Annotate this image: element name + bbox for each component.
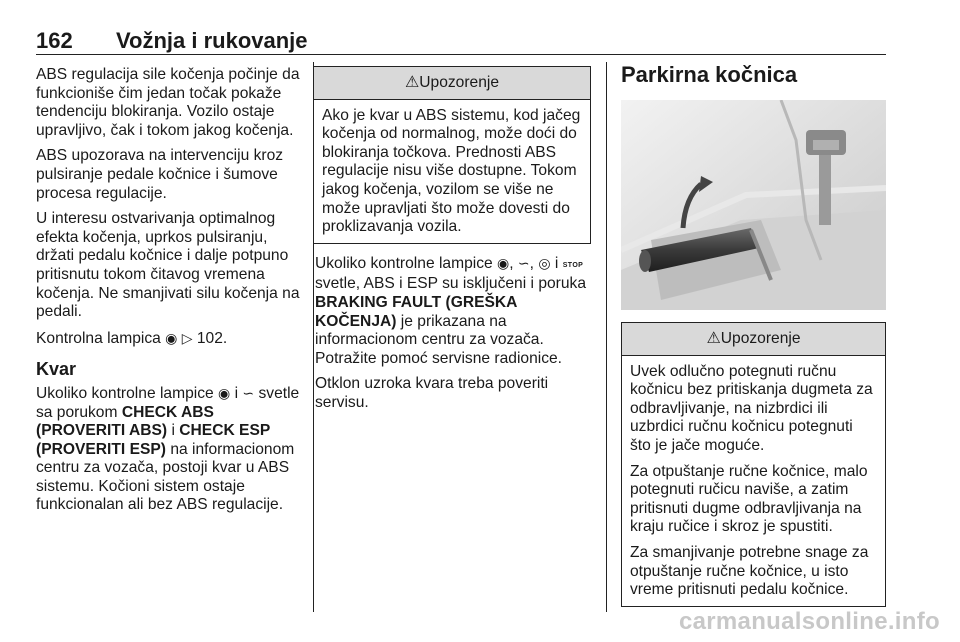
- warning-text-reduce-force: Za smanjivanje potrebne snage za otpuštanje ručne kočnice, u isto vreme pritisnuti pedalu kočnice.: [630, 543, 869, 599]
- page-reference-arrow-icon: ▷: [181, 329, 193, 346]
- abs-warning-box: [313, 66, 591, 244]
- warning-text: Ako je kvar u ABS sistemu, kod jačeg kočenja od normalnog, može doći do blokiranja točkova. Prednosti ABS regulacije nisu više dostupne. Tokom jakog kočenja, vozilom se više ne može upravljati što može dovesti do proklizavanja vozila.: [322, 106, 581, 236]
- abs-lamp-paragraph: Kontrolna lampica ◉ ▷ 102.: [36, 329, 228, 347]
- warning-title: Upozorenje: [419, 74, 500, 91]
- warning-text-release: Za otpuštanje ručne kočnice, malo potegnuti ručicu naviše, a zatim pritisnuti dugme odbravljivanja na kraju ručice i skroz je spustiti.: [630, 462, 868, 536]
- page-reference: 102.: [196, 329, 228, 347]
- header-rule: [36, 54, 886, 55]
- warning-triangle-icon: ⚠: [706, 330, 721, 347]
- warning-text-apply: Uvek odlučno potegnuti ručnu kočnicu bez pritiskanja dugmeta za odbravljivanje, na nizbrdici ili uzbrdici ručnu kočnicu potegnuti što je jače moguće.: [630, 362, 873, 454]
- warning-body: [314, 100, 590, 243]
- right-column: [621, 322, 886, 607]
- abs-pedal-paragraph: U interesu ostvarivanja optimalnog efekta kočenja, uprkos pulsiranju, držati pedalu kočnice i dalje potpuno pritisnutu tokom čitavog vremena kočenja. Ne smanjivati silu kočenja na pedali.: [36, 210, 300, 321]
- warning-header: [314, 67, 590, 100]
- parking-brake-warning-box: [621, 322, 886, 607]
- esp-skid-car-icon: ∽: [242, 384, 255, 401]
- middle-column: [313, 66, 591, 420]
- parking-brake-heading: Parkirna kočnica: [621, 62, 798, 87]
- warning-body: [622, 356, 885, 606]
- stop-lamp-icon: STOP: [562, 261, 584, 269]
- warning-header: [622, 323, 885, 356]
- braking-fault-message: BRAKING FAULT (GREŠKA KOČENJA): [315, 293, 517, 330]
- left-column: [36, 66, 300, 522]
- chapter-title: Vožnja i rukovanje: [116, 28, 308, 53]
- warning-triangle-icon: ⚠: [404, 74, 420, 91]
- esp-skid-car-icon: ∽: [517, 254, 530, 271]
- fault-heading: Kvar: [36, 359, 77, 380]
- abs-fault-paragraph: Ukoliko kontrolne lampice ◉ i ∽ svetle sa porukom CHECK ABS (PROVERITI ABS) i CHECK ESP (PROVERITI ESP) na informacionom centru za vozača, postoji kvar u ABS sistemu. Kočioni sistem ostaje funkcionalan ali bez ABS regulacije.: [36, 384, 300, 514]
- warning-title: Upozorenje: [720, 330, 801, 347]
- page-number: 162: [36, 28, 73, 53]
- check-abs-message: CHECK ABS (PROVERITI ABS): [36, 403, 214, 440]
- repair-paragraph: Otklon uzroka kvara treba poveriti servisu.: [315, 375, 549, 411]
- brake-warning-lamp-icon: ◎: [538, 254, 551, 271]
- abs-warning-lamp-icon: ◉: [218, 384, 231, 401]
- column-divider-right: [606, 62, 607, 612]
- abs-warning-lamp-icon: ◉: [165, 329, 178, 346]
- abs-warning-paragraph: ABS upozorava na intervenciju kroz pulsiranje pedale kočnice i šumove procesa regulacije.: [36, 147, 284, 202]
- braking-fault-paragraph: Ukoliko kontrolne lampice ◉, ∽, ◎ i STOP svetle, ABS i ESP su isključeni i poruka BRAKING FAULT (GREŠKA KOČENJA) je prikazana na informacionom centru za vozača. Potražite pomoć servisne radionice.: [315, 254, 587, 367]
- parking-brake-illustration: [621, 100, 886, 310]
- watermark: carmanualsonline.info: [678, 608, 940, 635]
- abs-warning-lamp-icon: ◉: [497, 254, 510, 271]
- check-esp-message: CHECK ESP (PROVERITI ESP): [36, 422, 270, 458]
- abs-intro-paragraph: ABS regulacija sile kočenja počinje da funkcioniše čim jedan točak pokaže tendenciju blokiranja. Vozilo ostaje upravljivo, čak i tokom jakog kočenja.: [36, 66, 300, 139]
- parking-brake-photo: [621, 100, 886, 310]
